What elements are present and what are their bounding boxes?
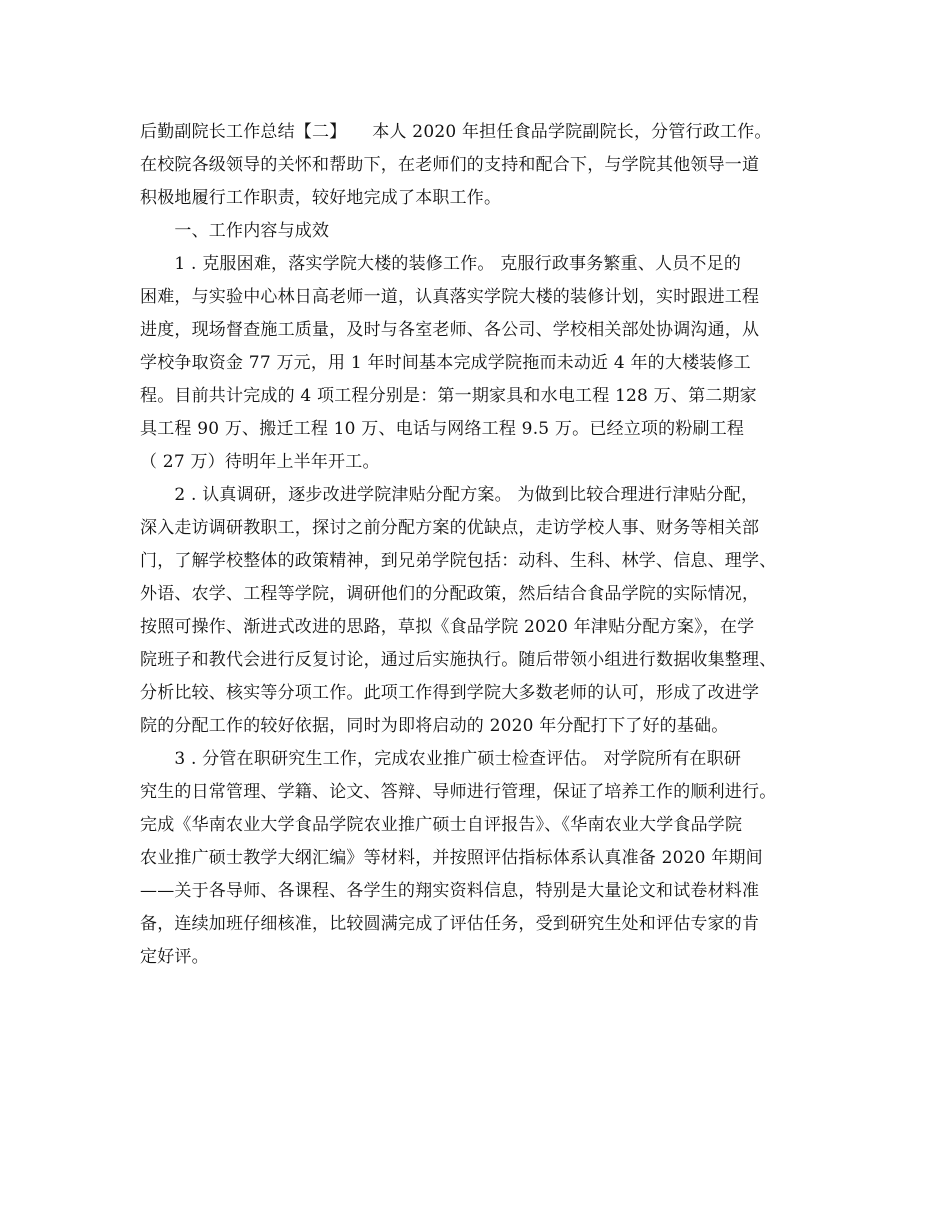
- text-line: （ 27 万）待明年上半年开工。: [140, 452, 380, 472]
- text-line: 具工程 90 万、搬迁工程 10 万、电话与网络工程 9.5 万。已经立项的粉刷工程: [140, 419, 745, 439]
- text-line: 备，连续加班仔细核准，比较圆满完成了评估任务，受到研究生处和评估专家的肯: [140, 914, 760, 934]
- text-line: 1 . 克服困难，落实学院大楼的装修工作。 克服行政事务繁重、人员不足的: [140, 254, 742, 274]
- text-line: 院的分配工作的较好依据，同时为即将启动的 2020 年分配打下了好的基础。: [140, 716, 729, 736]
- text-line: 定好评。: [140, 947, 209, 967]
- text-line: 究生的日常管理、学籍、论文、答辩、导师进行管理，保证了培养工作的顺利进行。: [140, 782, 777, 802]
- text-line: 程。目前共计完成的 4 项工程分别是：第一期家具和水电工程 128 万、第二期家: [140, 386, 757, 406]
- text-line: 进度，现场督查施工质量，及时与各室老师、各公司、学校相关部处协调沟通，从: [140, 320, 760, 340]
- text-line: 后勤副院长工作总结【二】 本人 2020 年担任食品学院副院长，分管行政工作。: [140, 122, 772, 142]
- section-heading: 一、工作内容与成效: [140, 221, 330, 241]
- text-line: 学校争取资金 77 万元，用 1 年时间基本完成学院拖而未动近 4 年的大楼装修工: [140, 353, 751, 373]
- document-body: [140, 116, 815, 974]
- text-line: 2 . 认真调研，逐步改进学院津贴分配方案。 为做到比较合理进行津贴分配，: [140, 485, 759, 505]
- text-line: 农业推广硕士教学大纲汇编》等材料，并按照评估指标体系认真准备 2020 年期间: [140, 848, 763, 868]
- text-line: 门，了解学校整体的政策精神，到兄弟学院包括：动科、生科、林学、信息、理学、: [140, 551, 777, 571]
- text-line: 按照可操作、渐进式改进的思路，草拟《食品学院 2020 年津贴分配方案》，在学: [140, 617, 755, 637]
- text-line: 3 . 分管在职研究生工作，完成农业推广硕士检查评估。 对学院所有在职研: [140, 749, 742, 769]
- text-line: 深入走访调研教职工，探讨之前分配方案的优缺点，走访学校人事、财务等相关部: [140, 518, 760, 538]
- text-line: 院班子和教代会进行反复讨论，通过后实施执行。随后带领小组进行数据收集整理、: [140, 650, 777, 670]
- text-line: 完成《华南农业大学食品学院农业推广硕士自评报告》、《华南农业大学食品学院: [140, 815, 743, 835]
- text-line: 困难，与实验中心林日高老师一道，认真落实学院大楼的装修计划，实时跟进工程: [140, 287, 760, 307]
- text-line: 分析比较、核实等分项工作。此项工作得到学院大多数老师的认可，形成了改进学: [140, 683, 760, 703]
- text-line: 在校院各级领导的关怀和帮助下，在老师们的支持和配合下，与学院其他领导一道: [140, 155, 760, 175]
- text-line: ——关于各导师、各课程、各学生的翔实资料信息，特别是大量论文和试卷材料准: [140, 881, 760, 901]
- text-line: 外语、农学、工程等学院，调研他们的分配政策，然后结合食品学院的实际情况，: [140, 584, 760, 604]
- text-line: 积极地履行工作职责，较好地完成了本职工作。: [140, 188, 502, 208]
